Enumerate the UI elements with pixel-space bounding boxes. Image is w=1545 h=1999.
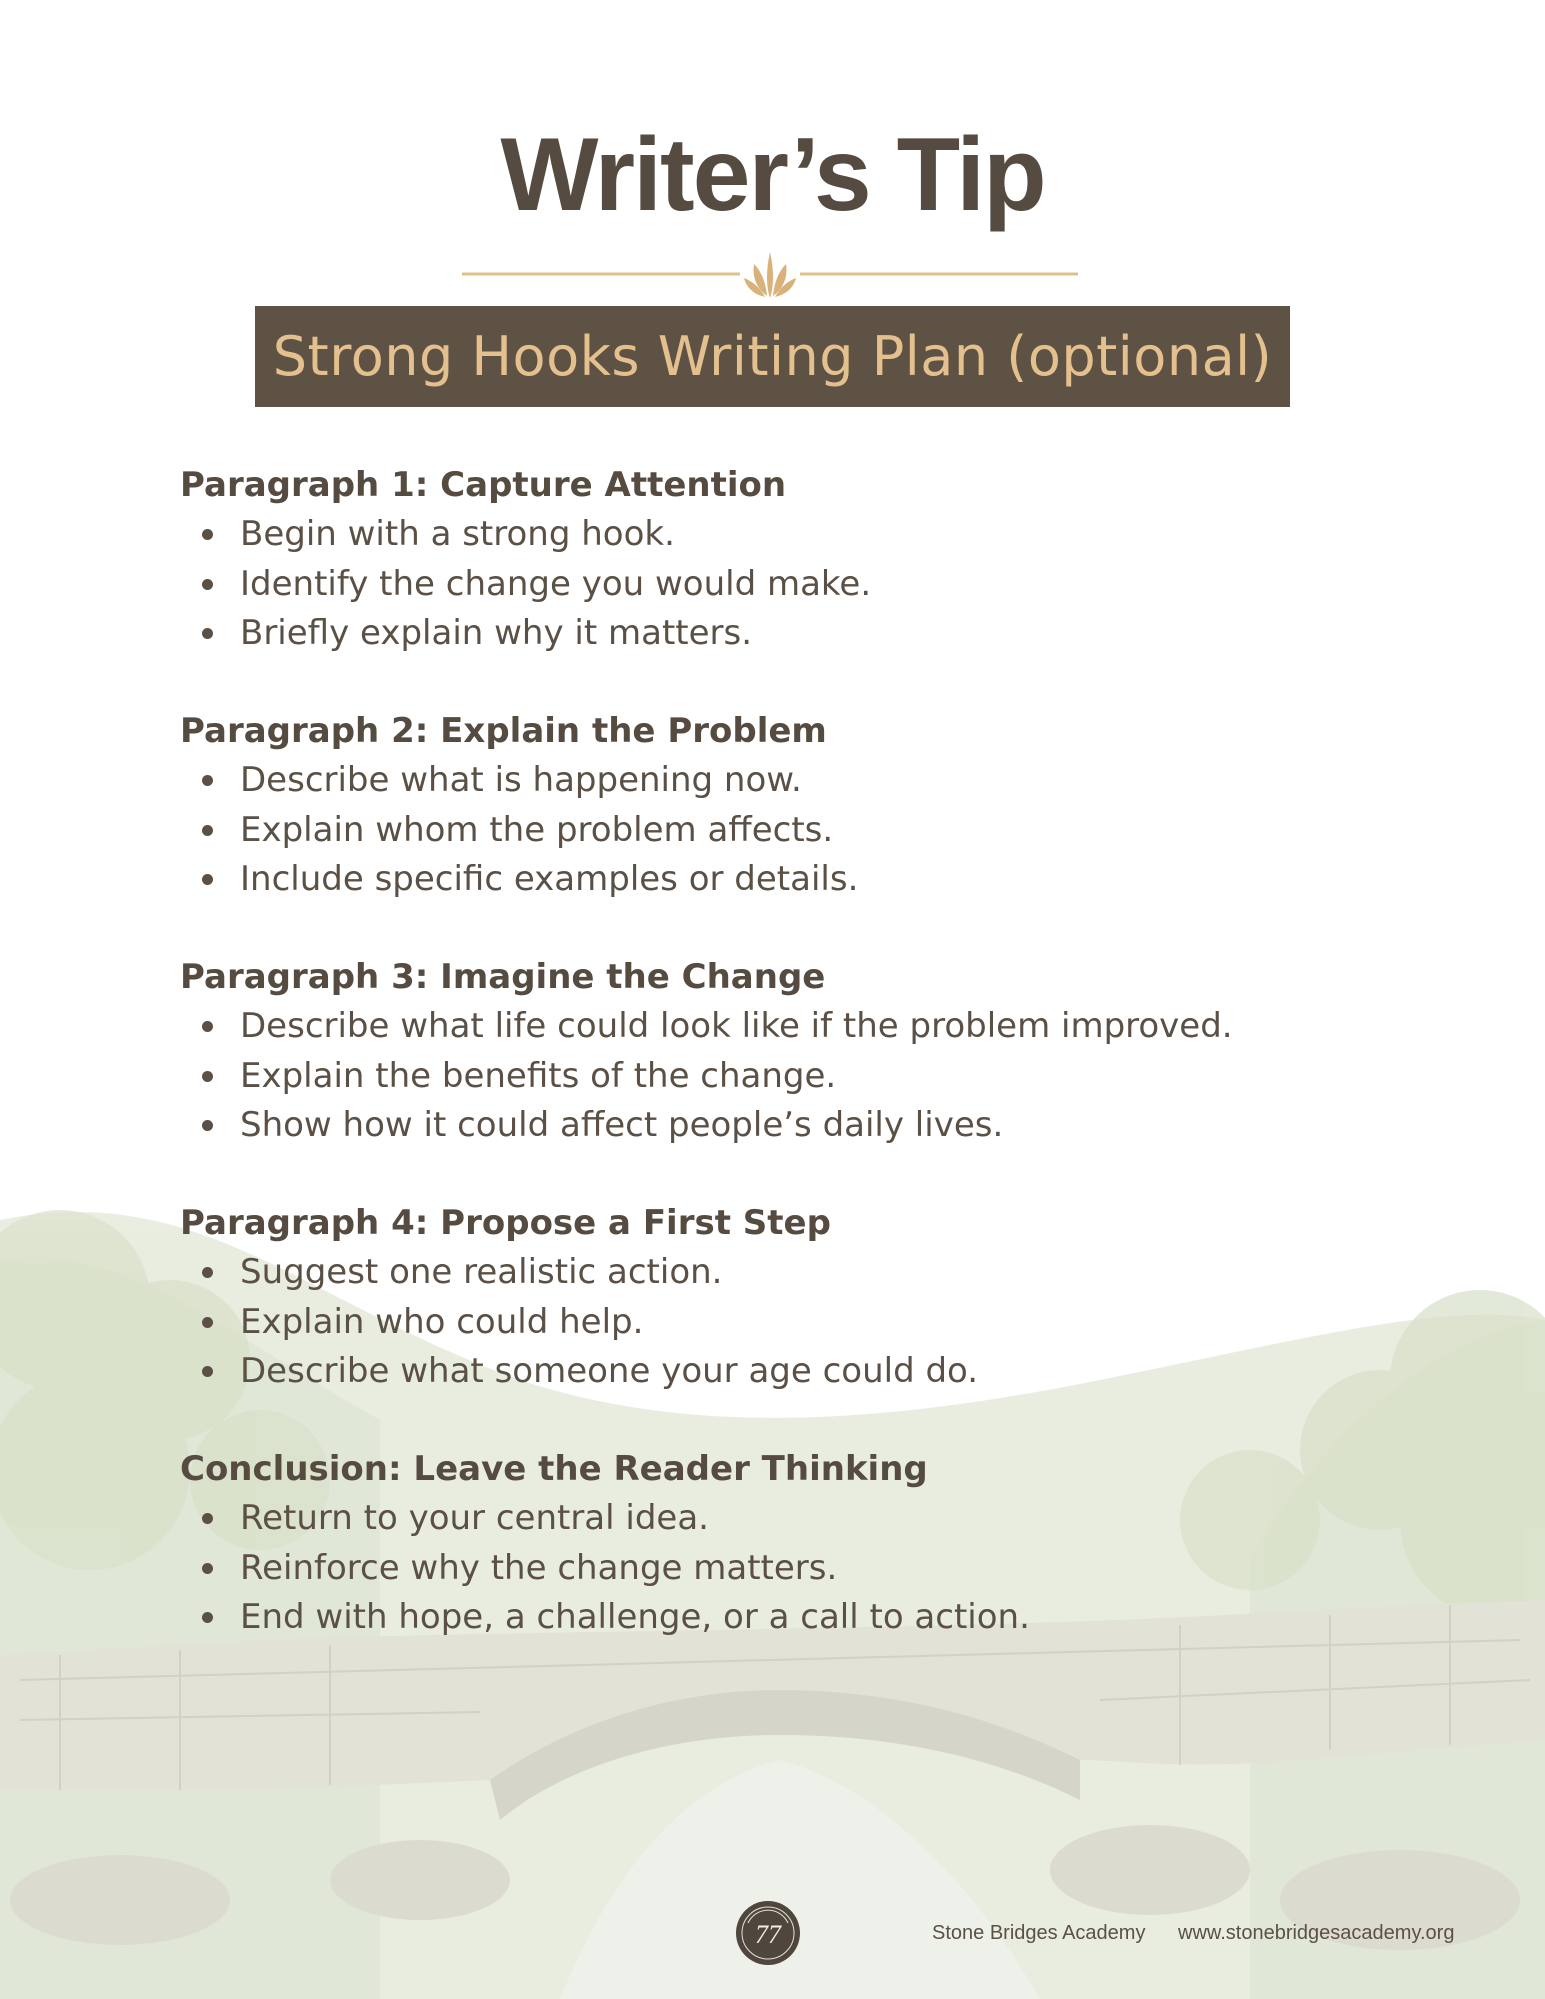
list-item-text: Briefly explain why it matters. — [240, 613, 753, 653]
list-item-text: Show how it could affect people’s daily lives. — [240, 1105, 1004, 1145]
bullet-list — [180, 756, 1380, 905]
bullet-icon — [202, 529, 213, 540]
page-title: Writer’s Tip — [500, 117, 1045, 233]
section-heading: Paragraph 1: Capture Attention — [180, 465, 787, 505]
list-item — [180, 1248, 1380, 1298]
academy-seal-icon — [734, 1899, 802, 1967]
footer-organization: Stone Bridges Academy — [932, 1922, 1146, 1944]
list-item-text: Explain who could help. — [240, 1301, 644, 1342]
section-heading: Paragraph 3: Imagine the Change — [180, 957, 826, 997]
bullet-list — [180, 1494, 1380, 1643]
list-item-text: Describe what life could look like if the problem improved. — [240, 1006, 1233, 1046]
bullet-icon — [202, 1267, 213, 1278]
section-paragraph-1 — [180, 462, 1380, 708]
list-item — [180, 1494, 1380, 1544]
list-item-text: Return to your central idea. — [240, 1498, 709, 1538]
list-item — [180, 1101, 1380, 1151]
footer-website-link[interactable]: www.stonebridgesacademy.org — [1178, 1922, 1455, 1944]
bullet-icon — [202, 1120, 213, 1131]
bullet-list — [180, 1248, 1380, 1397]
bullet-icon — [202, 1513, 213, 1524]
list-item-text: Suggest one realistic action. — [240, 1252, 723, 1292]
list-item — [180, 510, 1380, 560]
list-item — [180, 609, 1380, 659]
section-paragraph-2 — [180, 708, 1380, 954]
list-item — [180, 1593, 1380, 1643]
list-item-text: Identify the change you would make. — [240, 563, 872, 604]
list-item-text: Describe what someone your age could do. — [240, 1351, 979, 1391]
bullet-icon — [202, 1317, 213, 1328]
bullet-icon — [202, 1071, 213, 1082]
list-item — [180, 1347, 1380, 1397]
list-item-text: Include specific examples or details. — [240, 859, 859, 899]
list-item-text: Describe what is happening now. — [240, 760, 802, 800]
bullet-icon — [202, 1366, 213, 1377]
list-item-text: Explain whom the problem affects. — [240, 809, 834, 850]
section-heading: Paragraph 2: Explain the Problem — [180, 711, 827, 751]
list-item-text: Explain the benefits of the change. — [240, 1055, 837, 1096]
list-item — [180, 855, 1380, 905]
section-paragraph-4 — [180, 1200, 1380, 1446]
title-divider — [460, 250, 1080, 300]
list-item — [180, 756, 1380, 806]
section-paragraph-3 — [180, 954, 1380, 1200]
writing-plan-sections — [180, 462, 1380, 1692]
list-item-text: End with hope, a challenge, or a call to action. — [240, 1597, 1030, 1637]
list-item — [180, 1544, 1380, 1594]
list-item — [180, 1298, 1380, 1348]
list-item — [180, 806, 1380, 856]
bullet-list — [180, 1002, 1380, 1151]
svg-text:77: 77 — [755, 1920, 781, 1949]
bullet-icon — [202, 874, 213, 885]
bullet-icon — [202, 628, 213, 639]
bullet-list — [180, 510, 1380, 659]
bullet-icon — [202, 1021, 213, 1032]
list-item — [180, 560, 1380, 610]
list-item-text: Begin with a strong hook. — [240, 514, 675, 554]
subtitle-banner — [255, 306, 1290, 407]
bullet-icon — [202, 825, 213, 836]
subtitle-text: Strong Hooks Writing Plan (optional) — [272, 325, 1273, 388]
wheat-sprig-icon — [744, 252, 796, 298]
bullet-icon — [202, 1612, 213, 1623]
section-heading: Conclusion: Leave the Reader Thinking — [180, 1449, 928, 1489]
bullet-icon — [202, 1563, 213, 1574]
list-item — [180, 1002, 1380, 1052]
section-conclusion — [180, 1446, 1380, 1692]
bullet-icon — [202, 579, 213, 590]
list-item-text: Reinforce why the change matters. — [240, 1547, 838, 1588]
list-item — [180, 1052, 1380, 1102]
section-heading: Paragraph 4: Propose a First Step — [180, 1203, 831, 1243]
bullet-icon — [202, 775, 213, 786]
